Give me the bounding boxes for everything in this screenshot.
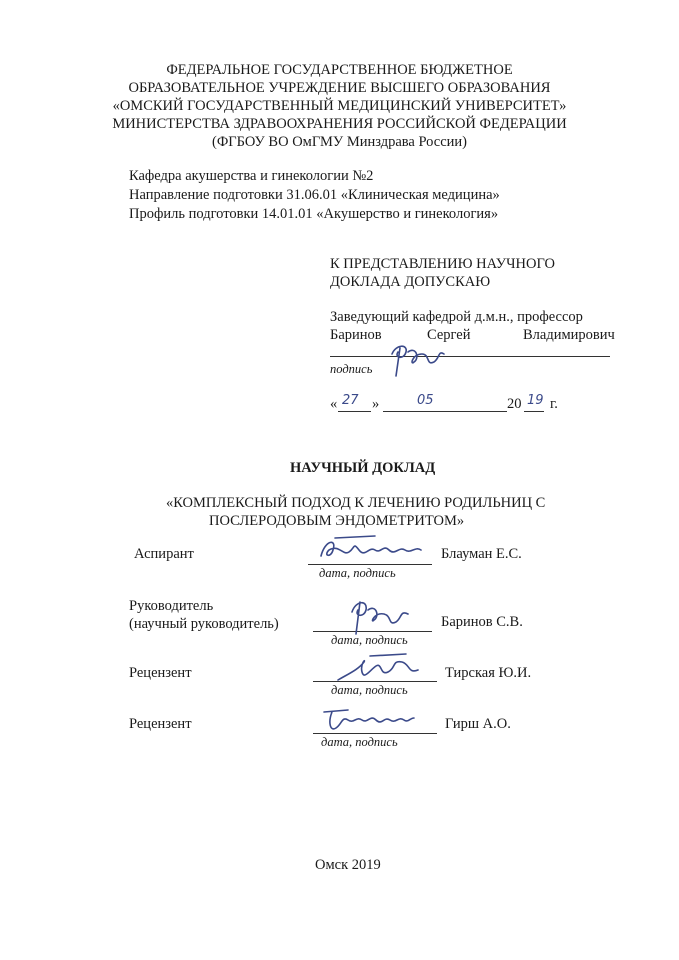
reviewer-1-name: Тирская Ю.И. bbox=[445, 665, 532, 681]
date-day-line bbox=[338, 411, 371, 412]
supervisor-role-line-1: Руководитель bbox=[129, 598, 214, 614]
supervisor-caption: дата, подпись bbox=[331, 633, 408, 647]
date-close-quote: » bbox=[372, 396, 380, 412]
reviewer-1-role: Рецензент bbox=[129, 665, 192, 681]
head-name-last: Владимирович bbox=[523, 327, 615, 343]
aspirant-signature bbox=[315, 532, 427, 566]
report-heading: НАУЧНЫЙ ДОКЛАД bbox=[290, 460, 436, 476]
header-line-4: МИНИСТЕРСТВА ЗДРАВООХРАНЕНИЯ РОССИЙСКОЙ ФЕДЕРАЦИИ bbox=[112, 116, 567, 132]
head-name-middle: Сергей bbox=[427, 327, 471, 343]
place-year: Омск 2019 bbox=[315, 857, 381, 873]
department: Кафедра акушерства и гинекологии №2 bbox=[129, 168, 374, 184]
date-month-line bbox=[383, 411, 507, 412]
supervisor-role-line-2: (научный руководитель) bbox=[129, 616, 279, 632]
aspirant-name: Блауман Е.С. bbox=[441, 546, 522, 562]
supervisor-name: Баринов С.В. bbox=[441, 614, 523, 630]
date-year-prefix: 20 bbox=[507, 396, 522, 412]
date-day: 27 bbox=[342, 393, 359, 408]
date-year-suffix: 19 bbox=[527, 393, 544, 408]
head-position: Заведующий кафедрой д.м.н., профессор bbox=[330, 309, 583, 325]
date-open-quote: « bbox=[330, 396, 338, 412]
reviewer-2-signature bbox=[318, 702, 418, 738]
date-month: 05 bbox=[417, 393, 434, 408]
report-title-line-1: «КОМПЛЕКСНЫЙ ПОДХОД К ЛЕЧЕНИЮ РОДИЛЬНИЦ С bbox=[166, 495, 546, 511]
approval-title-line-1: К ПРЕДСТАВЛЕНИЮ НАУЧНОГО bbox=[330, 256, 555, 272]
aspirant-caption: дата, подпись bbox=[319, 566, 396, 580]
date-year-unit: г. bbox=[550, 396, 558, 412]
head-name-first: Баринов bbox=[330, 327, 382, 343]
direction: Направление подготовки 31.06.01 «Клиническая медицина» bbox=[129, 187, 500, 203]
reviewer-2-role: Рецензент bbox=[129, 716, 192, 732]
reviewer-2-name: Гирш А.О. bbox=[445, 716, 511, 732]
head-signature bbox=[382, 336, 452, 384]
header-line-2: ОБРАЗОВАТЕЛЬНОЕ УЧРЕЖДЕНИЕ ВЫСШЕГО ОБРАЗОВАНИЯ bbox=[128, 80, 551, 96]
reviewer-2-caption: дата, подпись bbox=[321, 735, 398, 749]
header-line-1: ФЕДЕРАЛЬНОЕ ГОСУДАРСТВЕННОЕ БЮДЖЕТНОЕ bbox=[166, 62, 513, 78]
signature-caption: подпись bbox=[330, 362, 373, 376]
report-title-line-2: ПОСЛЕРОДОВЫМ ЭНДОМЕТРИТОМ» bbox=[209, 513, 465, 529]
signature-line bbox=[330, 356, 610, 357]
profile: Профиль подготовки 14.01.01 «Акушерство и гинекология» bbox=[129, 206, 499, 222]
date-year-line bbox=[524, 411, 544, 412]
header-line-5: (ФГБОУ ВО ОмГМУ Минздрава России) bbox=[211, 134, 468, 150]
header-line-3: «ОМСКИЙ ГОСУДАРСТВЕННЫЙ МЕДИЦИНСКИЙ УНИВЕРСИТЕТ» bbox=[112, 98, 567, 114]
aspirant-role: Аспирант bbox=[134, 546, 194, 562]
reviewer-1-caption: дата, подпись bbox=[331, 683, 408, 697]
approval-title-line-2: ДОКЛАДА ДОПУСКАЮ bbox=[330, 274, 491, 290]
